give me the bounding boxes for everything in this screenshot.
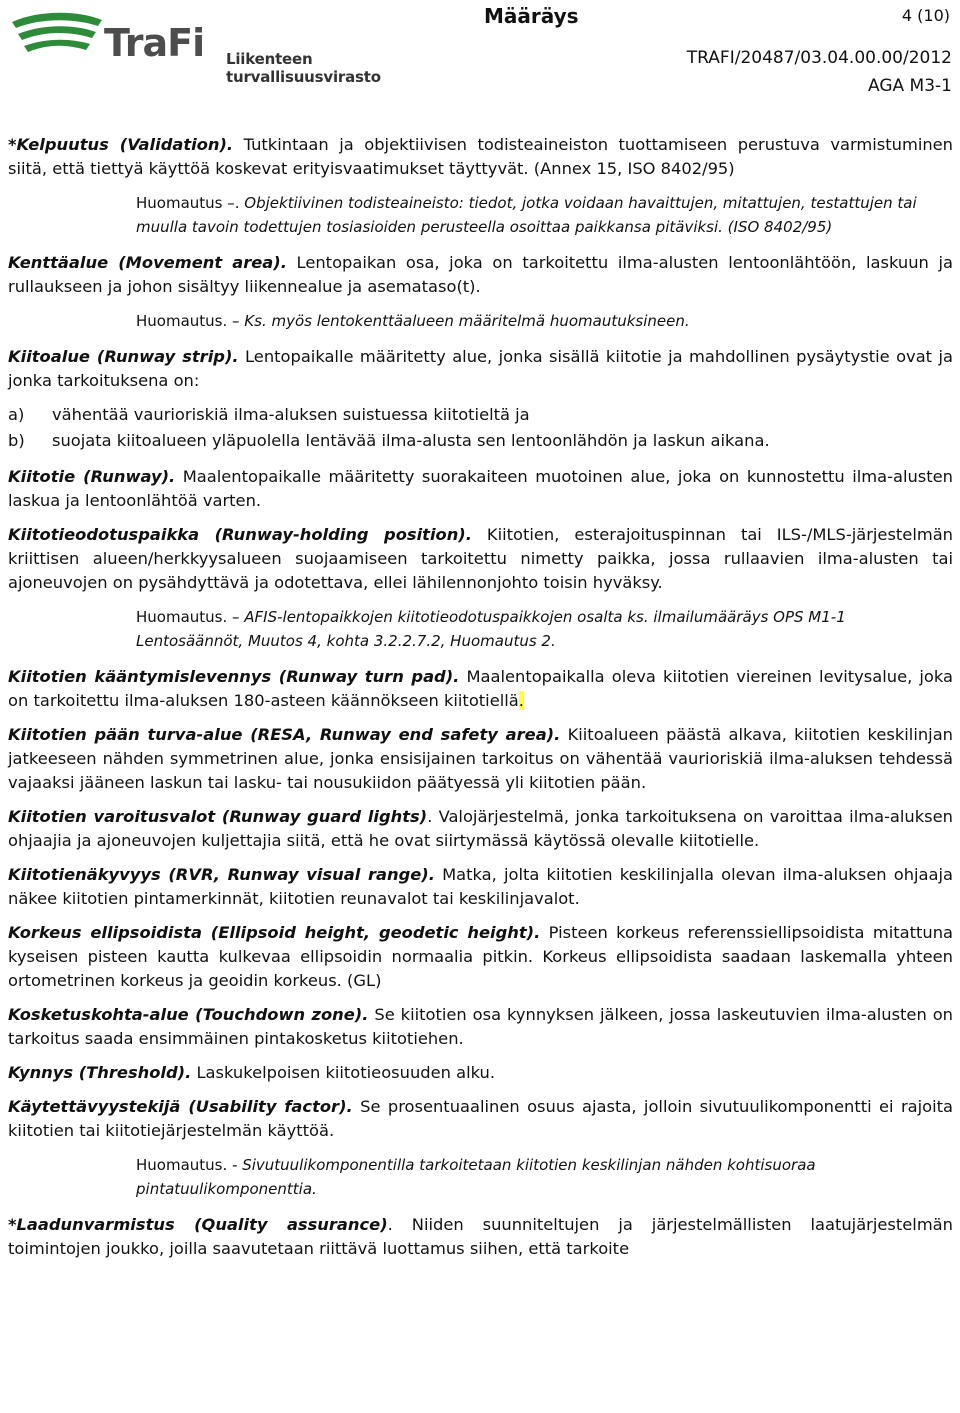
note-label: Huomautus. [136, 1156, 228, 1174]
note-label: Huomautus. [136, 312, 228, 330]
regulation-code: AGA M3-1 [868, 76, 952, 96]
definition-runway-visual-range [8, 863, 953, 911]
definition-runway-strip [8, 345, 953, 393]
definition-text: Tutkintaan ja objektiivisen todisteaineiston tuottamiseen perustuva varmistuminen siitä, että tiettyä käyttöä koskevat erityisvaatimukset täyttyvät. (Annex 15, ISO 8402/95) [8, 135, 953, 178]
term-ellipsoid-height: Korkeus ellipsoidista (Ellipsoid height, geodetic height). [8, 923, 541, 942]
page-number: 4 (10) [901, 6, 950, 25]
logo-agency-name: Liikenteen turvallisuusvirasto [226, 50, 381, 86]
trafi-logo [8, 8, 448, 86]
note-movement-area [136, 309, 953, 333]
list-item [8, 403, 953, 427]
list-item-text: suojata kiitoalueen yläpuolella lentävää ilma-alusta sen lentoonlähdön ja laskun aikana. [52, 431, 770, 450]
definition-text: . Valojärjestelmä, jonka tarkoituksena on varoittaa ilma-aluksen ohjaajia ja ajoneuvojen kuljettajia siitä, että he ovat siirtymässä käytössä olevalle kiitotielle. [8, 807, 954, 850]
definition-usability-factor [8, 1095, 953, 1143]
definition-movement-area [8, 251, 953, 299]
term-movement-area: Kenttäalue (Movement area). [8, 253, 287, 272]
note-text: - Sivutuulikomponentilla tarkoitetaan kiitotien keskilinjan nähden kohtisuoraa pintatuulikomponenttia. [136, 1156, 816, 1198]
list-item-text: vähentää vaurioriskiä ilma-aluksen suistuessa kiitotieltä ja [52, 405, 530, 424]
note-validation [136, 191, 953, 239]
definition-text: Kiitotien, esterajoituspinnan tai ILS-/MLS-järjestelmän kriittisen alueen/herkkyysalueen suojaamiseen tarkoitettu nimetty paikka, jossa rullaavien ilma-alusten tai ajoneuvojen on pysähdyttävä ja odotettava, ellei lähilennonjohto toisin hyväksy. [8, 525, 954, 592]
definition-text: . Niiden suunniteltujen ja järjestelmällisten laatujärjestelmän toimintojen joukko, joilla saavutetaan riittävä luottamus siihen, että tarkoite [8, 1215, 953, 1258]
definition-ellipsoid-height [8, 921, 953, 993]
term-runway-turn-pad: Kiitotien kääntymislevennys (Runway turn pad). [8, 667, 460, 686]
term-validation: *Kelpuutus (Validation). [8, 135, 234, 154]
definition-touchdown-zone [8, 1003, 953, 1051]
term-usability-factor: Käytettävyystekijä (Usability factor). [8, 1097, 353, 1116]
definition-text: Maalentopaikalle määritetty suorakaiteen muotoinen alue, joka on kunnostettu ilma-alusten laskua ja lentoonlähtöä varten. [8, 467, 953, 510]
trafi-logo-mark-icon [8, 8, 104, 74]
logo-wordmark: TraFi [104, 21, 205, 65]
note-usability-factor [136, 1153, 953, 1201]
definition-text: Se kiitotien osa kynnyksen jälkeen, jossa laskeutuvien ilma-alusten on tarkoitus saada ensimmäinen pintakosketus kiitotiehen. [8, 1005, 953, 1048]
note-text: – AFIS-lentopaikkojen kiitotieodotuspaikkojen osalta ks. ilmailumääräys OPS M1-1 Lentosäännöt, Muutos 4, kohta 3.2.2.7.2, Huomautus 2. [136, 608, 846, 650]
definition-text: Maalentopaikalla oleva kiitotien viereinen levitysalue, joka on tarkoitettu ilma-aluksen 180-asteen käännökseen kiitotiellä [8, 667, 953, 710]
definition-threshold [8, 1061, 953, 1085]
definition-runway [8, 465, 953, 513]
definition-quality-assurance [8, 1213, 953, 1261]
definition-text: Pisteen korkeus referenssiellipsoidista mitattuna kyseisen pisteen kautta kulkevaa ellipsoidin normaalia pitkin. Korkeus ellipsoidista saadaan laskemalla yhteen ortometrinen korkeus ja geoidin korkeus. (GL) [8, 923, 953, 990]
definition-runway-turn-pad [8, 665, 953, 713]
reference-number: TRAFI/20487/03.04.00.00/2012 [686, 48, 952, 68]
note-label: Huomautus –. [136, 194, 240, 212]
definition-runway-end-safety-area [8, 723, 953, 795]
term-touchdown-zone: Kosketuskohta-alue (Touchdown zone). [8, 1005, 369, 1024]
definition-text: Matka, jolta kiitotien keskilinjalla olevan ilma-aluksen ohjaaja näkee kiitotien pintamerkinnät, kiitotien reunavalot tai keskilinjavalot. [8, 865, 953, 908]
term-threshold: Kynnys (Threshold). [8, 1063, 192, 1082]
definition-text: Laskukelpoisen kiitotieosuuden alku. [191, 1063, 496, 1082]
term-runway-guard-lights: Kiitotien varoitusvalot (Runway guard lights) [8, 807, 428, 826]
term-runway-holding-position: Kiitotieodotuspaikka (Runway-holding position). [8, 525, 472, 544]
list-marker: b) [8, 431, 25, 450]
definition-text: Se prosentuaalinen osuus ajasta, jolloin sivutuulikomponentti ei rajoita kiitotien tai kiitotiejärjestelmän käyttöä. [8, 1097, 953, 1140]
definition-validation [8, 133, 953, 181]
definition-text: Kiitoalueen päästä alkava, kiitotien keskilinjan jatkeeseen nähden symmetrinen alue, jonka ensisijainen tarkoitus on vähentää vaurioriskiä ilma-aluksen tehdessä vajaaksi jääneen laskun tai lasku- tai nousukiidon päätyessä yli kiitotien pään. [8, 725, 953, 792]
list-item [8, 429, 953, 453]
definition-runway-guard-lights [8, 805, 953, 853]
definition-runway-holding-position [8, 523, 953, 595]
list-marker: a) [8, 405, 25, 424]
term-runway-strip: Kiitoalue (Runway strip). [8, 347, 239, 366]
runway-strip-list [8, 403, 953, 453]
term-runway: Kiitotie (Runway). [8, 467, 176, 486]
definition-text: Lentopaikan osa, joka on tarkoitettu ilma-alusten lentoonlähtöön, laskuun ja rullaukseen ja johon sisältyy liikennealue ja asemataso(t). [8, 253, 954, 296]
note-runway-holding-position [136, 605, 953, 653]
term-runway-visual-range: Kiitotienäkyvyys (RVR, Runway visual range). [8, 865, 435, 884]
definitions-body [8, 133, 953, 1271]
note-text: Objektiivinen todisteaineisto: tiedot, jotka voidaan havaittujen, mitattujen, testattujen tai muulla tavoin todettujen tosiasioiden perusteella osoittaa paikkansa pitäviksi. (ISO 8402/95) [136, 194, 917, 236]
term-quality-assurance: *Laadunvarmistus (Quality assurance) [8, 1215, 388, 1234]
definition-text: Lentopaikalle määritetty alue, jonka sisällä kiitotie ja mahdollinen pysäytystie ovat ja jonka tarkoituksena on: [8, 347, 953, 390]
note-text: – Ks. myös lentokenttäalueen määritelmä huomautuksineen. [227, 312, 690, 330]
document-type: Määräys [484, 4, 579, 28]
highlighted-mark: . [518, 691, 524, 710]
note-label: Huomautus. [136, 608, 228, 626]
term-runway-end-safety-area: Kiitotien pään turva-alue (RESA, Runway end safety area). [8, 725, 561, 744]
